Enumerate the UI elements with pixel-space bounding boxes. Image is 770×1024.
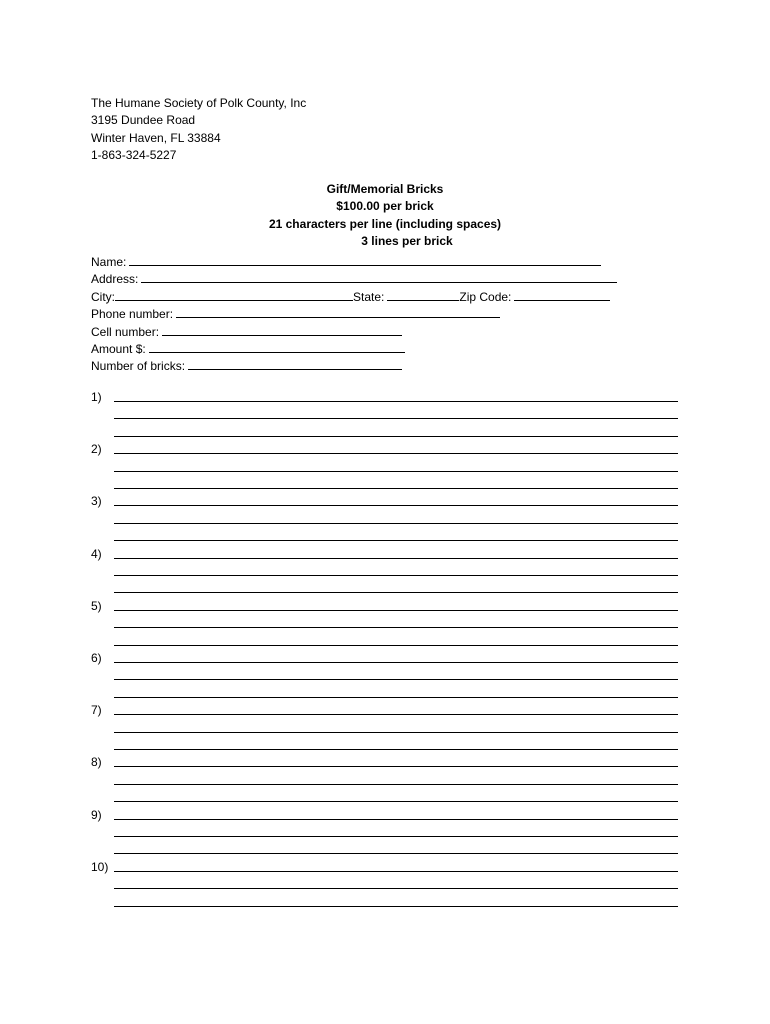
brick-9-line-2[interactable] xyxy=(114,836,678,837)
brick-number-8: 8) xyxy=(91,755,102,770)
brick-1-line-2[interactable] xyxy=(114,418,678,419)
brick-3-line-1[interactable] xyxy=(114,505,678,506)
brick-7-line-3[interactable] xyxy=(114,749,678,750)
brick-number-4: 4) xyxy=(91,546,102,561)
brick-10-line-2[interactable] xyxy=(114,888,678,889)
organization-phone: 1-863-324-5227 xyxy=(91,148,177,163)
brick-number-5: 5) xyxy=(91,598,102,613)
brick-8-line-1[interactable] xyxy=(114,766,678,767)
number-of-bricks-label: Number of bricks: xyxy=(91,359,186,374)
brick-6-line-1[interactable] xyxy=(114,662,678,663)
brick-8-line-3[interactable] xyxy=(114,801,678,802)
brick-7-line-2[interactable] xyxy=(114,732,678,733)
brick-5-line-1[interactable] xyxy=(114,610,678,611)
brick-9-line-3[interactable] xyxy=(114,853,678,854)
price-note: $100.00 per brick xyxy=(336,199,434,214)
city-label: City: xyxy=(91,289,115,304)
brick-9-line-1[interactable] xyxy=(114,819,678,820)
number-of-bricks-row xyxy=(91,357,617,374)
number-of-bricks-field[interactable] xyxy=(188,357,402,370)
brick-2-line-1[interactable] xyxy=(114,453,678,454)
brick-3-line-3[interactable] xyxy=(114,540,678,541)
brick-number-1: 1) xyxy=(91,390,102,404)
brick-4-line-3[interactable] xyxy=(114,592,678,593)
phone-label: Phone number: xyxy=(91,307,174,322)
brick-1-line-1[interactable] xyxy=(114,401,678,402)
characters-note: 21 characters per line (including spaces) xyxy=(268,216,502,231)
organization-address-block xyxy=(91,95,306,165)
address-row xyxy=(91,270,617,287)
phone-field[interactable] xyxy=(176,305,500,318)
brick-10-line-1[interactable] xyxy=(114,871,678,872)
brick-6-line-3[interactable] xyxy=(114,697,678,698)
brick-7-line-1[interactable] xyxy=(114,714,678,715)
form-title: Gift/Memorial Bricks xyxy=(326,182,444,196)
brick-number-7: 7) xyxy=(91,703,102,718)
brick-4-line-1[interactable] xyxy=(114,558,678,559)
organization-street: 3195 Dundee Road xyxy=(91,113,196,128)
form-heading xyxy=(0,181,770,251)
brick-8-line-2[interactable] xyxy=(114,784,678,785)
brick-10-line-3[interactable] xyxy=(114,906,678,907)
organization-city-state-zip: Winter Haven, FL 33884 xyxy=(91,130,221,145)
name-field[interactable] xyxy=(129,253,601,266)
cell-row xyxy=(91,323,617,340)
state-label: State: xyxy=(353,289,385,304)
address-field[interactable] xyxy=(141,270,617,283)
city-state-zip-row xyxy=(91,288,617,305)
name-label: Name: xyxy=(91,255,127,269)
brick-number-6: 6) xyxy=(91,651,102,665)
organization-name: The Humane Society of Polk County, Inc xyxy=(91,96,307,110)
brick-6-line-2[interactable] xyxy=(114,679,678,680)
contact-fields xyxy=(91,253,617,375)
brick-2-line-2[interactable] xyxy=(114,471,678,472)
cell-label: Cell number: xyxy=(91,324,160,339)
brick-4-line-2[interactable] xyxy=(114,575,678,576)
state-field[interactable] xyxy=(387,288,459,301)
brick-5-line-3[interactable] xyxy=(114,645,678,646)
phone-row xyxy=(91,305,617,322)
address-label: Address: xyxy=(91,272,139,287)
amount-field[interactable] xyxy=(149,340,405,353)
city-field[interactable] xyxy=(115,288,353,301)
amount-row xyxy=(91,340,617,357)
brick-3-line-2[interactable] xyxy=(114,523,678,524)
lines-note: 3 lines per brick xyxy=(361,234,453,249)
brick-number-10: 10) xyxy=(91,859,109,874)
zip-field[interactable] xyxy=(514,288,610,301)
zip-label: Zip Code: xyxy=(459,289,512,304)
brick-2-line-3[interactable] xyxy=(114,488,678,489)
amount-label: Amount $: xyxy=(91,341,146,356)
brick-5-line-2[interactable] xyxy=(114,627,678,628)
cell-field[interactable] xyxy=(162,323,402,336)
name-row xyxy=(91,253,617,270)
brick-1-line-3[interactable] xyxy=(114,436,678,437)
brick-number-2: 2) xyxy=(91,442,102,457)
brick-number-3: 3) xyxy=(91,494,102,509)
brick-number-9: 9) xyxy=(91,807,102,822)
